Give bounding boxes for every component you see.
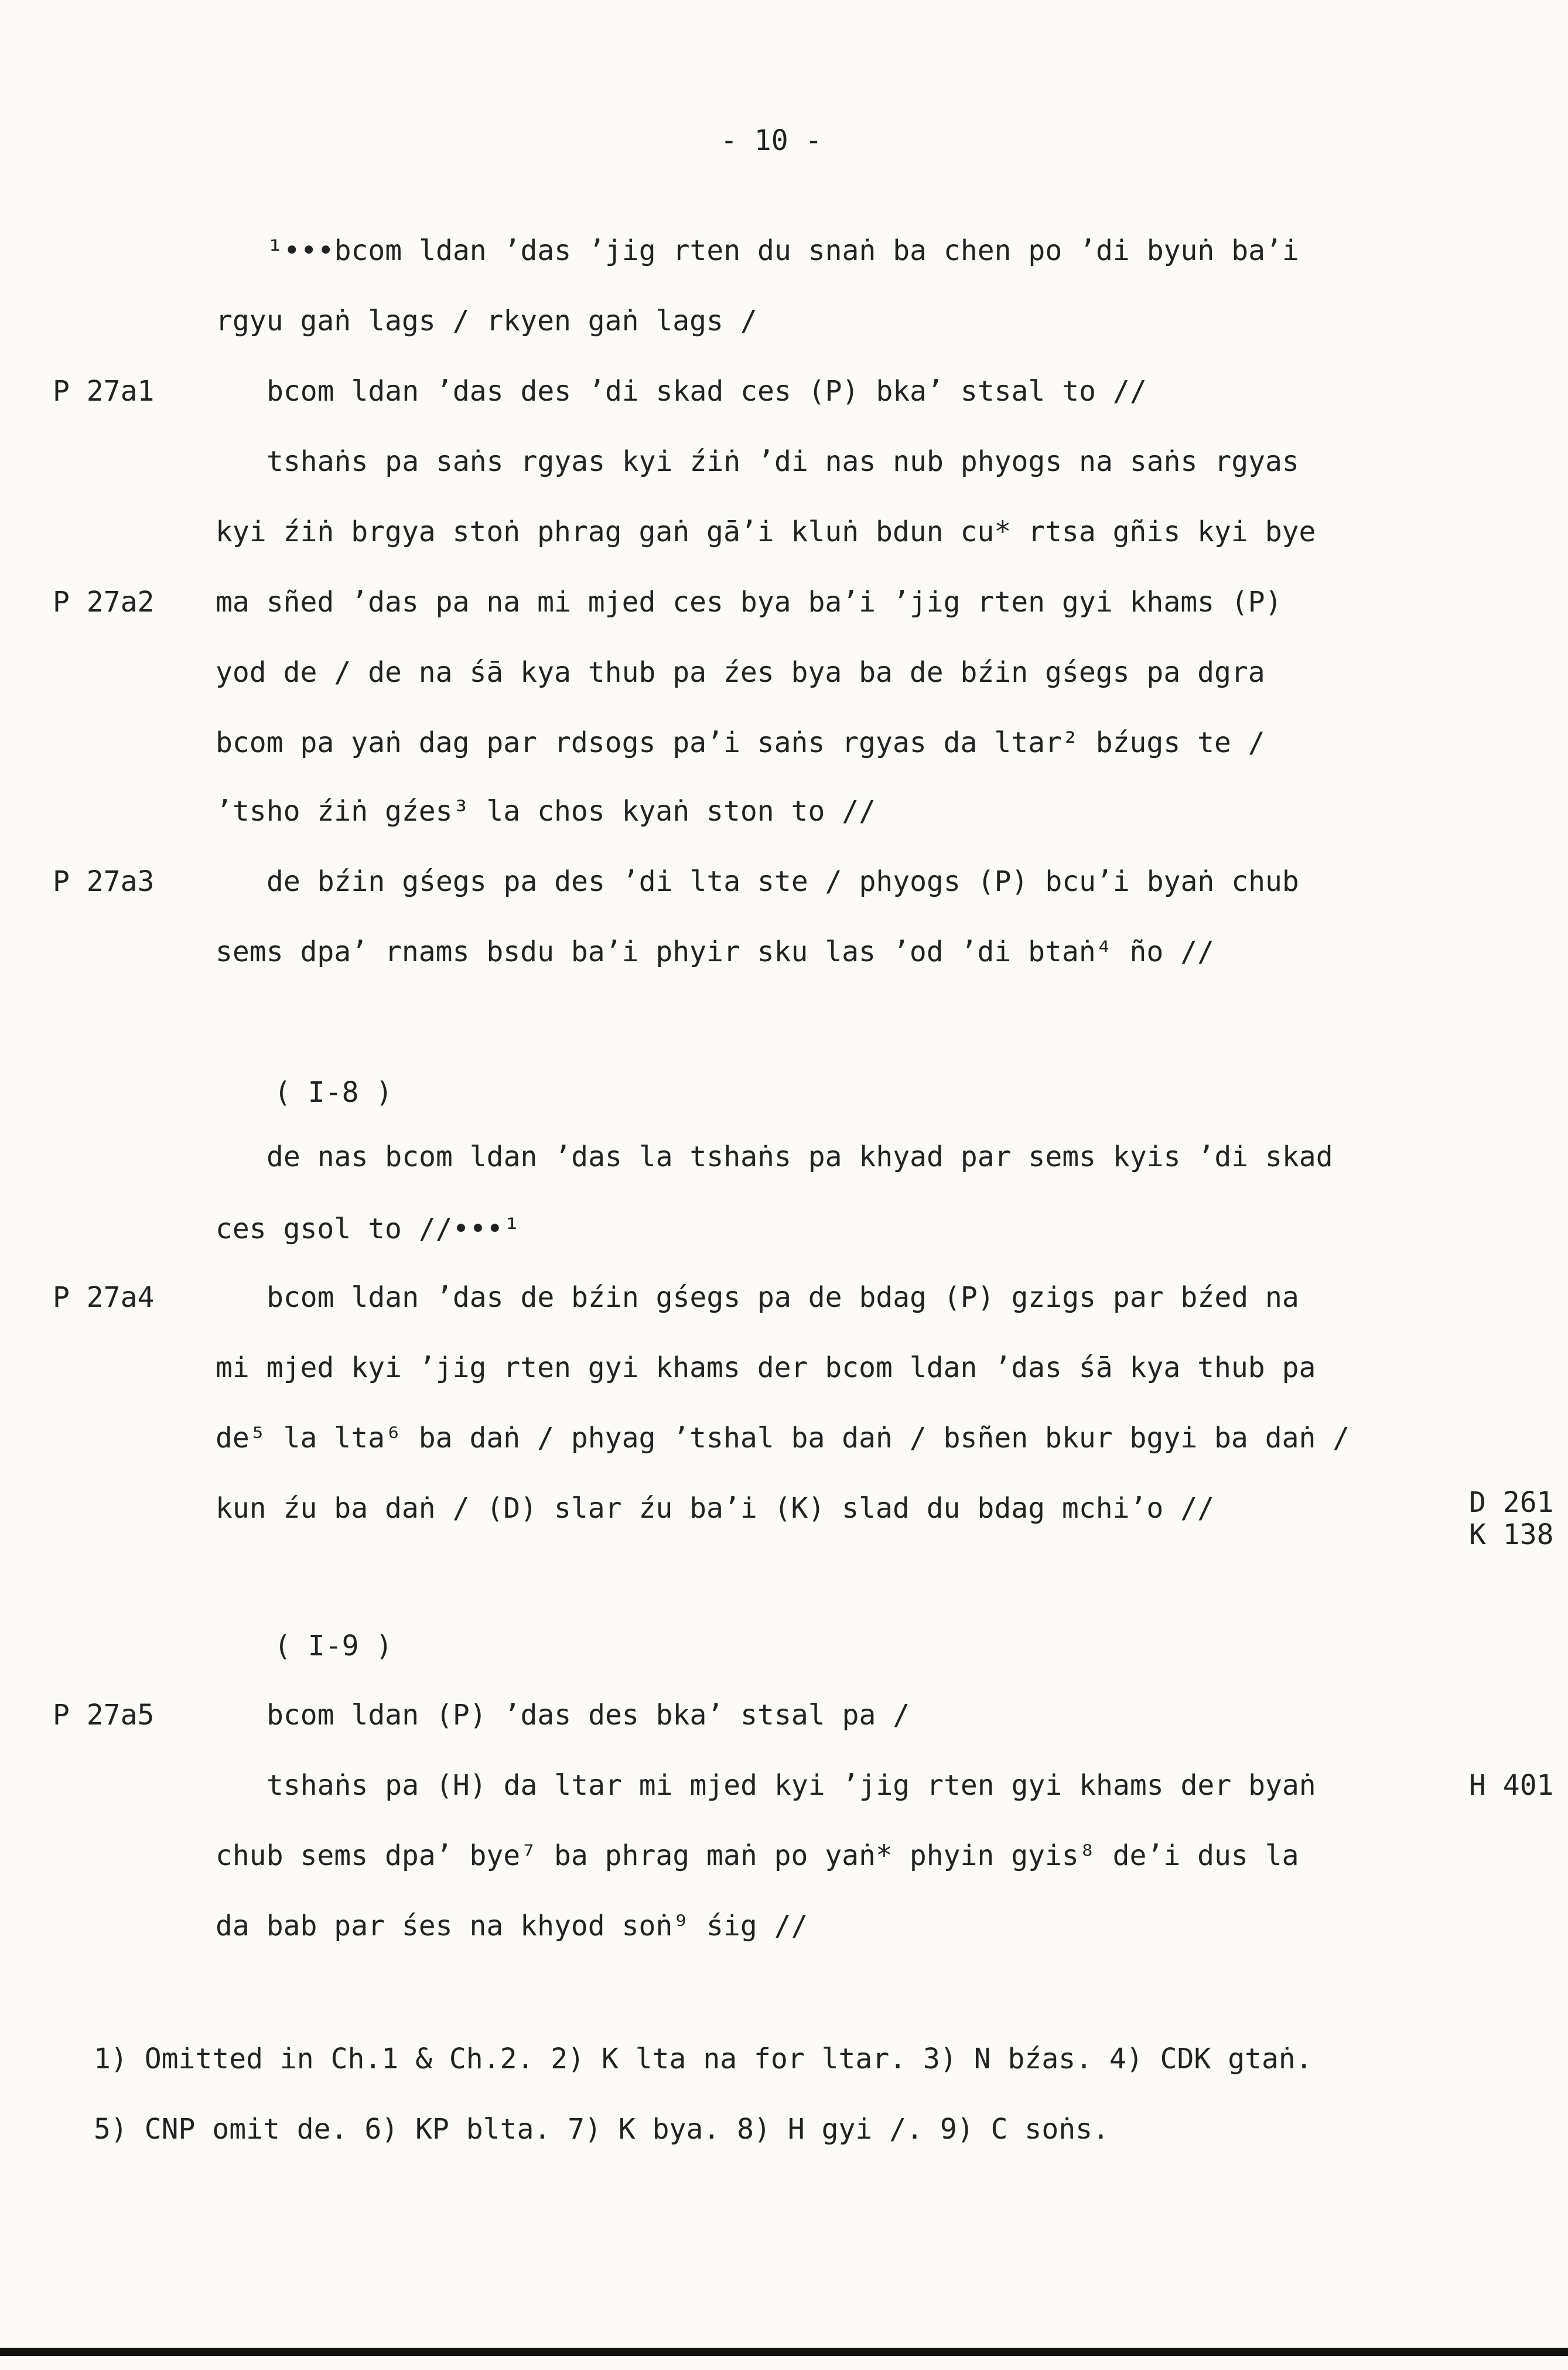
text-line: kun źu ba daṅ / (D) slar źu baʼi (K) slad du bdag mchiʼo // <box>216 1492 1215 1525</box>
margin-ref: P 27a5 <box>53 1699 155 1732</box>
text-line: sems dpaʼ rnams bsdu baʼi phyir sku las ʼod ʼdi btaṅ⁴ ño // <box>216 935 1215 968</box>
text-line: ces gsol to //•••¹ <box>216 1213 521 1245</box>
margin-ref-right: K 138 <box>1469 1518 1554 1551</box>
bottom-rule <box>0 2348 1568 2356</box>
text-line: tshaṅs pa (H) da ltar mi mjed kyi ʼjig rten gyi khams der byaṅ <box>267 1769 1316 1802</box>
text-line: de nas bcom ldan ʼdas la tshaṅs pa khyad par sems kyis ʼdi skad <box>267 1140 1333 1173</box>
margin-ref: P 27a4 <box>53 1281 155 1314</box>
text-line: de⁵ la lta⁶ ba daṅ / phyag ʼtshal ba daṅ / bsñen bkur bgyi ba daṅ / <box>216 1422 1350 1454</box>
text-line: mi mjed kyi ʼjig rten gyi khams der bcom ldan ʼdas śā kya thub pa <box>216 1351 1316 1384</box>
margin-ref: P 27a3 <box>53 865 155 898</box>
margin-ref: P 27a2 <box>53 586 155 619</box>
text-line: ma sñed ʼdas pa na mi mjed ces bya baʼi ʼjig rten gyi khams (P) <box>216 586 1282 619</box>
text-line: de bźin gśegs pa des ʼdi lta ste / phyogs (P) bcuʼi byaṅ chub <box>267 865 1299 898</box>
footnote-line: 1) Omitted in Ch.1 & Ch.2. 2) K lta na for ltar. 3) N bźas. 4) CDK gtaṅ. <box>94 2043 1313 2075</box>
text-line: chub sems dpaʼ bye⁷ ba phrag maṅ po yaṅ* phyin gyis⁸ deʼi dus la <box>216 1839 1299 1872</box>
text-line: yod de / de na śā kya thub pa źes bya ba de bźin gśegs pa dgra <box>216 656 1265 689</box>
text-line: rgyu gaṅ lags / rkyen gaṅ lags / <box>216 305 757 337</box>
margin-ref-right: D 261 <box>1469 1486 1554 1519</box>
text-line: bcom pa yaṅ dag par rdsogs paʼi saṅs rgyas da ltar² bźugs te / <box>216 726 1265 759</box>
margin-ref: P 27a1 <box>53 375 155 408</box>
text-line: bcom ldan ʼdas de bźin gśegs pa de bdag (P) gzigs par bźed na <box>267 1281 1299 1314</box>
text-line: kyi źiṅ brgya stoṅ phrag gaṅ gāʼi kluṅ bdun cu* rtsa gñis kyi bye <box>216 515 1316 548</box>
text-line: ¹•••bcom ldan ʼdas ʼjig rten du snaṅ ba chen po ʼdi byuṅ baʼi <box>267 234 1299 267</box>
footnote-line: 5) CNP omit de. 6) KP blta. 7) K bya. 8) H gyi /. 9) C soṅs. <box>94 2113 1109 2146</box>
text-line: bcom ldan ʼdas des ʼdi skad ces (P) bkaʼ stsal to // <box>267 375 1147 408</box>
section-heading: ( I-9 ) <box>274 1630 393 1662</box>
margin-ref-right: H 401 <box>1469 1769 1554 1802</box>
text-line: tshaṅs pa saṅs rgyas kyi źiṅ ʼdi nas nub phyogs na saṅs rgyas <box>267 445 1299 478</box>
page-number: - 10 - <box>720 124 822 157</box>
section-heading: ( I-8 ) <box>274 1076 393 1109</box>
text-line: bcom ldan (P) ʼdas des bkaʼ stsal pa / <box>267 1699 910 1732</box>
text-line: da bab par śes na khyod soṅ⁹ śig // <box>216 1910 808 1942</box>
text-line: ʼtsho źiṅ gźes³ la chos kyaṅ ston to // <box>216 795 876 828</box>
